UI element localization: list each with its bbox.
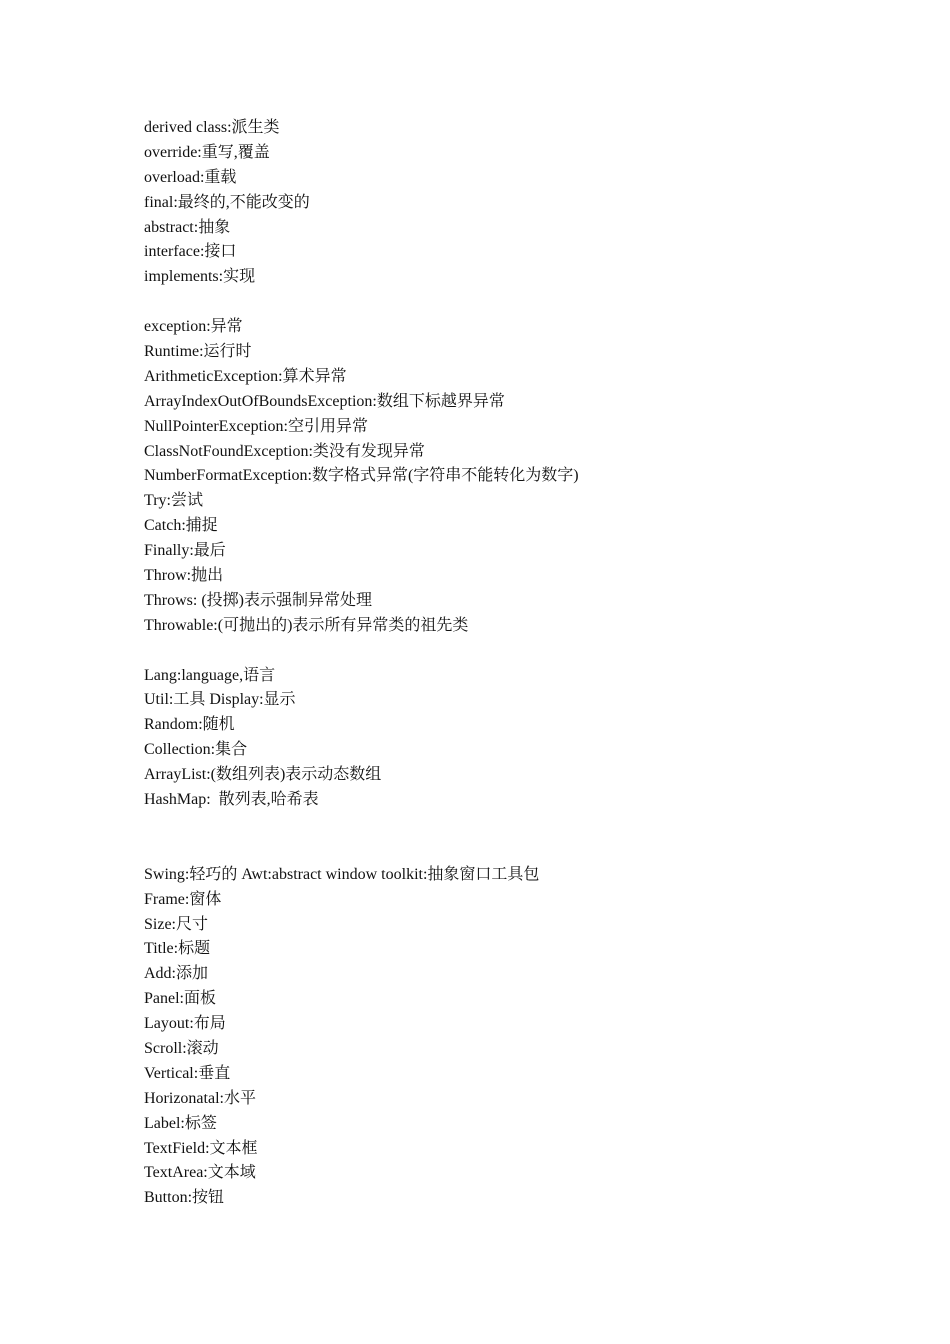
- blank-line: [144, 838, 904, 863]
- text-line: TextArea:文本域: [144, 1164, 256, 1182]
- text-line: Panel:面板: [144, 990, 216, 1008]
- document-body: [144, 116, 904, 1211]
- text-line: HashMap: 散列表,哈希表: [144, 791, 319, 809]
- text-line: Lang:language,语言: [144, 666, 276, 684]
- text-line: exception:异常: [144, 318, 243, 336]
- text-line: Throws: (投掷)表示强制异常处理: [144, 591, 372, 609]
- text-line: Scroll:滚动: [144, 1039, 219, 1057]
- text-line: Vertical:垂直: [144, 1064, 231, 1082]
- text-line: ClassNotFoundException:类没有发现异常: [144, 442, 425, 460]
- text-line: Collection:集合: [144, 741, 248, 759]
- text-line: Horizonatal:水平: [144, 1089, 256, 1107]
- text-line: Add:添加: [144, 965, 209, 983]
- blank-line: [144, 639, 904, 664]
- text-line: Title:标题: [144, 940, 211, 958]
- text-line: ArrayIndexOutOfBoundsException:数组下标越界异常: [144, 392, 505, 410]
- text-line: NumberFormatException:数字格式异常(字符串不能转化为数字): [144, 467, 579, 485]
- text-line: overload:重载: [144, 168, 237, 186]
- text-line: Size:尺寸: [144, 915, 208, 933]
- blank-line: [144, 290, 904, 315]
- text-line: derived class:派生类: [144, 119, 280, 136]
- text-line: Throw:抛出: [144, 567, 224, 585]
- text-line: Layout:布局: [144, 1015, 226, 1033]
- text-line: Util:工具 Display:显示: [144, 691, 296, 709]
- text-line: implements:实现: [144, 268, 256, 286]
- text-line: TextField:文本框: [144, 1139, 258, 1157]
- text-line: abstract:抽象: [144, 218, 231, 236]
- text-line: NullPointerException:空引用异常: [144, 417, 368, 435]
- text-line: Swing:轻巧的 Awt:abstract window toolkit:抽象窗口工具包: [144, 865, 540, 883]
- text-line: Catch:捕捉: [144, 517, 218, 535]
- text-line: final:最终的,不能改变的: [144, 193, 310, 211]
- text-line: Try:尝试: [144, 492, 203, 510]
- text-line: ArrayList:(数组列表)表示动态数组: [144, 766, 382, 784]
- text-line: override:重写,覆盖: [144, 143, 270, 161]
- text-line: Random:随机: [144, 716, 235, 734]
- text-line: ArithmeticException:算术异常: [144, 367, 347, 385]
- text-line: Button:按钮: [144, 1189, 225, 1207]
- text-line: Runtime:运行时: [144, 343, 252, 361]
- blank-line: [144, 813, 904, 838]
- text-line: Frame:窗体: [144, 890, 222, 908]
- text-line: Throwable:(可抛出的)表示所有异常类的祖先类: [144, 616, 469, 634]
- text-line: Label:标签: [144, 1114, 217, 1132]
- text-line: interface:接口: [144, 243, 237, 261]
- text-line: Finally:最后: [144, 542, 226, 560]
